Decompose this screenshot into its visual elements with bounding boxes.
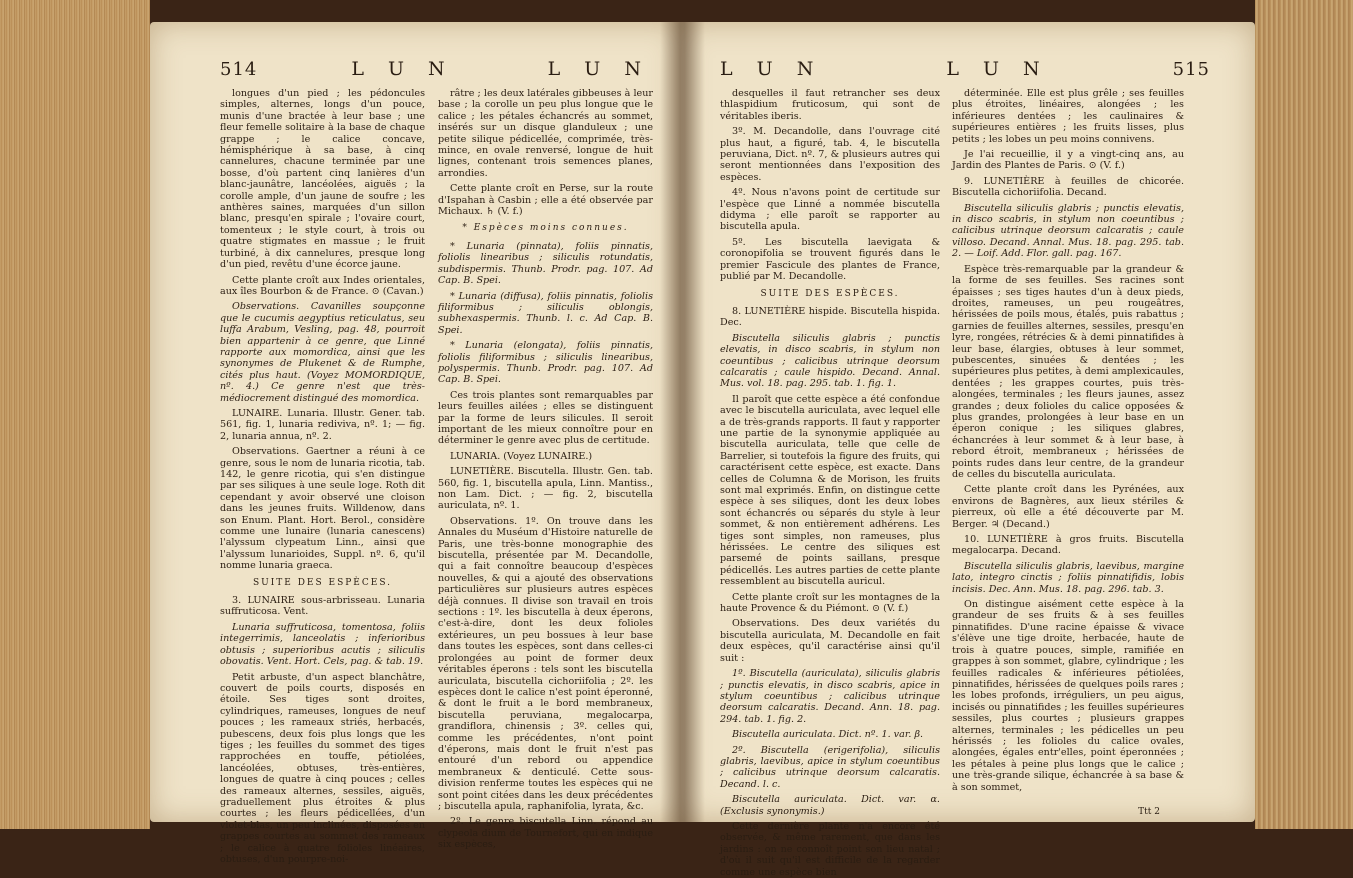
paragraph: déterminée. Elle est plus grêle ; ses feuilles plus étroites, linéaires, alongées ; les inférieures dentées ; les caulinaires & supérieures entières ; les fruits lisses, plus petits ; les lobes un peu moins connivens. <box>952 88 1184 145</box>
paragraph: 5º. Les biscutella laevigata & coronopifolia se trouvent figurés dans le premier Fascicule des plantes de France, publié par M. Decandolle. <box>720 236 940 283</box>
paragraph: 4º. Nous n'avons point de certitude sur l'espèce que Linné a nommée biscutella didyma ; elle paroît se rapporter au biscutella apula. <box>720 187 940 233</box>
book-edge-left <box>0 0 150 829</box>
paragraph: Lunaria suffruticosa, tomentosa, foliis integerrimis, lanceolatis ; inferioribus obtusis ; superioribus acutis ; siliculis obovatis. Vent. Hort. Cels, pag. & tab. 19. <box>220 621 425 668</box>
paragraph: longues d'un pied ; les pédoncules simples, alternes, longs d'un pouce, munis d'une bractée à leur base ; une fleur femelle solitaire à la base de chaque grappe ; le calice concave, hémisphérique à sa base, à cinq cannelures, chacune terminée par une bosse, d'où partent cinq lanières d'un blanc-jaunâtre, lancéolées, aiguës ; la corolle ample, d'un jaune de soufre ; les anthères saines, marquées d'un sillon blanc, presqu'en spirale ; l'ovaire court, tomenteux ; le style court, à trois ou quatre stigmates en massue ; le fruit turbiné, à dix cannelures, presque long d'un pied, revêtu d'une écorce jaune. <box>220 88 425 271</box>
paragraph: 2º. Biscutella (erigerifolia), siliculis glabris, laevibus, apice in stylum coeuntibus ; calicibus utrinque deorsum calcaratis. Decand. l. c. <box>720 744 940 790</box>
section-heading: SUITE DES ESPÈCES. <box>252 577 393 588</box>
paragraph: Je l'ai recueillie, il y a vingt-cinq ans, au Jardin des Plantes de Paris. ⊙ (V. f.) <box>952 149 1184 172</box>
left-page-number: 514 <box>220 59 258 80</box>
paragraph: Observations. Gaertner a réuni à ce genre, sous le nom de lunaria ricotia, tab. 142, le genre ricotia, qui s'en distingue par ses siliques à une seule loge. Roth dit cependant y avoir observé une cloison dans les jeunes fruits. Willdenow, dans son Enum. Plant. Hort. Berol., considère comme une lunaire (lunaria canescens) l'alyssum clypeatum Linn., ainsi que l'alyssum lunarioides, Suppl. nº. 6, qu'il nomme lunaria graeca. <box>220 446 425 572</box>
paragraph: Cette dernière plante n'a encore été observée, & même rarement, que dans les jardins : on ne connoît point son lieu natal ; d'où il suit qu'il est difficile de la regarder comme une espèce bien <box>720 820 940 878</box>
section-heading: SUITE DES ESPÈCES. <box>760 288 900 299</box>
paragraph: Petit arbuste, d'un aspect blanchâtre, couvert de poils courts, disposés en étoile. Ses tiges sont droites, cylindriques, rameuses, longues de neuf pouces ; les rameaux striés, herbacés, pubescens, deux fois plus longs que les tiges ; les feuilles du sommet des tiges rapprochées en touffe, pétiolées, lancéolées, obtuses, très-entières, longues de quatre à cinq pouces ; celles des rameaux alternes, sessiles, aiguës, graduellement plus étroites & plus courtes ; les fleurs pédicellées, d'un violet-blas, un peu inclinées, disposées en grappes courtes au sommet des rameaux ; le calice à quatre folioles linéaires, obtuses, d'un pourpre-noi- <box>220 671 425 865</box>
paragraph: Il paroît que cette espèce a été confondue avec le biscutella auriculata, avec lequel elle a de très-grands rapports. Il faut y rapporter une partie de la synonymie appliquée au biscutella auriculata, telle que celle de Barrelier, si toutefois la figure des fruits, qui caractérisent cette espèce, est exacte. Dans celles de Columna & de Morison, les fruits sont mal exprimés. Enfin, on distingue cette espèce à ses siliques, dont les deux lobes sont échancrés ou séparés du style à leur sommet, & non entièrement adhérens. Les tiges sont simples, non rameuses, plus hérissées. Le centre des siliques est parsemé de points saillans, presque pédicellés. Les autres parties de cette plante ressemblent au biscutella auricul. <box>720 393 940 588</box>
left-head-word: L U N <box>351 58 454 80</box>
paragraph: 9. LUNETIÈRE à feuilles de chicorée. Biscutella cichoriifolia. Decand. <box>952 175 1184 199</box>
paragraph: Biscutella auriculata. Dict. var. α. (Exclusis synonymis.) <box>720 794 940 817</box>
paragraph: Biscutella auriculata. Dict. nº. 1. var. β. <box>732 729 924 741</box>
paragraph: Observations. 1º. On trouve dans les Annales du Muséum d'Histoire naturelle de Paris, une très-bonne monographie des biscutella, présentée par M. Decandolle, qui a fait connoître beaucoup d'espèces nouvelles, & qui a ajouté des observations particulières sur plusieurs autres espèces déjà connues. Il divise son travail en trois sections : 1º. les biscutella à deux éperons, c'est-à-dire, dont les deux folioles extérieures, un peu bossues à leur base dans toutes les espèces, sont dans celles-ci prolongées au point de former deux véritables éperons : tels sont les biscutella auriculata, biscutella cichoriifolia ; 2º. les espèces dont le calice n'est point éperonné, & dont le fruit a le bord membraneux, biscutella peruviana, megalocarpa, grandiflora, chinensis ; 3º. celles qui, comme les précédentes, n'ont point d'éperons, mais dont le fruit n'est pas entouré d'un rebord ou appendice membraneux & denticulé. Cette sous-division renferme toutes les espèces qui ne sont point citées dans les deux précédentes ; biscutella apula, raphanifolia, lyrata, &c. <box>438 515 653 812</box>
paragraph: râtre ; les deux latérales gibbeuses à leur base ; la corolle un peu plus longue que le calice ; les pétales échancrés au sommet, insérés sur un disque glanduleux ; une petite silique pédicellée, comprimée, très-mince, en ovale renversé, longue de huit lignes, contenant trois semences planes, arrondies. <box>438 88 653 179</box>
right-running-head <box>720 58 1210 80</box>
right-column-2 <box>952 88 1184 828</box>
right-page <box>680 22 1255 878</box>
paragraph: Biscutella siliculis glabris, laevibus, margine lato, integro cinctis ; foliis pinnatifidis, lobis incisis. Dec. Ann. Mus. 18. pag. 296. tab. 3. <box>952 560 1184 595</box>
paragraph: Biscutella siliculis glabris ; punctis elevatis, in disco scabris, in stylum non coeuntibus ; calicibus utrinque deorsum calcaratis ; caule hispido. Decand. Annal. Mus. vol. 18. pag. 295. tab. 1. fig. 1. <box>720 332 940 390</box>
left-page <box>150 22 680 865</box>
paragraph: Cette plante croît aux Indes orientales, aux îles Bourbon & de France. ⊙ (Cavan.) <box>220 274 425 297</box>
paragraph: Biscutella siliculis glabris ; punctis elevatis, in disco scabris, in stylum non coeuntibus ; calicibus utrinque deorsum calcaratis ; caule villoso. Decand. Annal. Mus. 18. pag. 295. tab. 2. — Loif. Add. Flor. gall. pag. 167. <box>952 202 1184 260</box>
right-column-1 <box>720 88 940 878</box>
paragraph: 2º. Le genre biscutella Linn. répond au clypeola dium de Tournefort, qui en indique six espèces, <box>438 816 653 851</box>
right-head-word: L U N <box>720 58 823 80</box>
paragraph: Cette plante croît en Perse, sur la route d'Ispahan à Casbin ; elle a été observée par Michaux. ♄ (V. f.) <box>438 183 653 218</box>
paragraph: Cette plante croît sur les montagnes de la haute Provence & du Piémont. ⊙ (V. f.) <box>720 591 940 615</box>
section-heading: * Espèces moins connues. <box>462 223 629 234</box>
paragraph: Cette plante croît dans les Pyrénées, aux environs de Bagnères, aux lieux stériles & pierreux, où elle a été découverte par M. Berger. ♃ (Decand.) <box>952 484 1184 530</box>
paragraph: * Lunaria (elongata), foliis pinnatis, foliolis filiformibus ; siliculis linearibus, polyspermis. Thunb. Prodr. pag. 107. Ad Cap. B. Spei. <box>438 340 653 386</box>
book-edge-right <box>1255 0 1353 829</box>
paragraph: * Lunaria (diffusa), foliis pinnatis, foliolis filiformibus ; siliculis oblongis, subhexaspermis. Thunb. l. c. Ad Cap. B. Spei. <box>438 290 653 336</box>
paragraph: LUNAIRE. Lunaria. Illustr. Gener. tab. 561, fig. 1, lunaria rediviva, nº. 1; — fig. 2, lunaria annua, nº. 2. <box>220 407 425 442</box>
paragraph: 3. LUNAIRE sous-arbrisseau. Lunaria suffruticosa. Vent. <box>220 595 425 618</box>
paragraph: * Lunaria (pinnata), foliis pinnatis, foliolis linearibus ; siliculis rotundatis, subdispermis. Thunb. Prodr. pag. 107. Ad Cap. B. Spei. <box>438 240 653 287</box>
paragraph: 1º. Biscutella (auriculata), siliculis glabris ; punctis elevatis, in disco scabris, apice in stylum coeuntibus ; calicibus utrinque deorsum calcaratis. Decand. Ann. 18. pag. 294. tab. 1. fig. 2. <box>720 668 940 725</box>
left-head-word-2: L U N <box>547 58 650 80</box>
paragraph: Observations. Des deux variétés du biscutella auriculata, M. Decandolle en fait deux espèces, qu'il caractérise ainsi qu'il suit : <box>720 618 940 664</box>
paragraph: 3º. M. Decandolle, dans l'ouvrage cité plus haut, a figuré, tab. 4, le biscutella peruviana, Dict. nº. 7, & plusieurs autres qui seront mentionnées dans l'exposition des espèces. <box>720 126 940 183</box>
left-running-head <box>220 58 650 80</box>
paragraph: LUNARIA. (Voyez LUNAIRE.) <box>450 450 593 462</box>
paragraph: On distingue aisément cette espèce à la grandeur de ses fruits & à ses feuilles pinnatifides. D'une racine épaisse & vivace s'élève une tige droite, herbacée, haute de trois à quatre pouces, simple, ramifiée en grappes à son sommet, glabre, cylindrique ; les feuilles radicales & inférieures pétiolées, pinnatifides, hérissées de quelques poils rares ; les lobes profonds, irréguliers, un peu aigus, incisés ou pinnatifides ; les feuilles supérieures sessiles, plus courtes ; plusieurs grappes alternes, terminales ; les pédicelles un peu hérissés ; les folioles du calice ovales, alongées, égales entr'elles, point éperonnées ; les pétales à peine plus longs que le calice ; une très-grande silique, échancrée à sa base & à son sommet, <box>952 599 1184 793</box>
paragraph: 8. LUNETIÈRE hispide. Biscutella hispida. Dec. <box>720 305 940 329</box>
paragraph: LUNETIÈRE. Biscutella. Illustr. Gen. tab. 560, fig. 1, biscutella apula, Linn. Mantiss., non Lam. Dict. ; — fig. 2, biscutella auriculata, nº. 1. <box>438 466 653 512</box>
paragraph: Espèce très-remarquable par la grandeur & la forme de ses feuilles. Ses racines sont épaisses ; ses tiges hautes d'un à deux pieds, droites, rameuses, un peu rougeâtres, hérissées de poils mous, étalés, puis rabattus ; garnies de feuilles alternes, sessiles, presqu'en lyre, rongées, rétrécies & à demi pinnatifides à leur base, élargies, obtuses à leur sommet, pubescentes, sinuées & dentées ; les supérieures plus petites, à demi amplexicaules, dentées ; les grappes courtes, puis très-alongées, terminales ; les fleurs jaunes, assez grandes ; deux folioles du calice opposées & plus grandes, prolongées à leur base en un éperon conique ; les siliques glabres, échancrées à leur sommet & à leur base, à rebord étroit, membraneux ; hérissées de points rudes dans leur centre, de la grandeur de celles du biscutella auriculata. <box>952 263 1184 480</box>
left-column-1 <box>220 88 425 865</box>
right-page-number: 515 <box>1172 59 1210 80</box>
signature-mark: Ttt 2 <box>1138 806 1160 817</box>
left-column-2 <box>438 88 653 851</box>
paragraph: desquelles il faut retrancher ses deux thlaspidium fruticosum, qui sont de véritables iberis. <box>720 88 940 122</box>
paragraph: Ces trois plantes sont remarquables par leurs feuilles ailées ; elles se distinguent par la forme de leurs silicules. Il seroit important de les mieux connoître pour en déterminer le genre avec plus de certitude. <box>438 389 653 447</box>
right-head-word-2: L U N <box>946 58 1049 80</box>
paragraph: 10. LUNETIÈRE à gros fruits. Biscutella megalocarpa. Decand. <box>952 534 1184 557</box>
paragraph: Observations. Cavanilles soupçonne que le cucumis aegyptius reticulatus, seu luffa Arabum, Vesling, pag. 48, pourroit bien appartenir à ce genre, que Linné rapporte aux momordica, ainsi que les synonymes de Plukenet & de Rumphe, cités plus haut. (Voyez MOMORDIQUE, nº. 4.) Ce genre n'est que très-médiocrement distingué des momordica. <box>220 301 425 404</box>
